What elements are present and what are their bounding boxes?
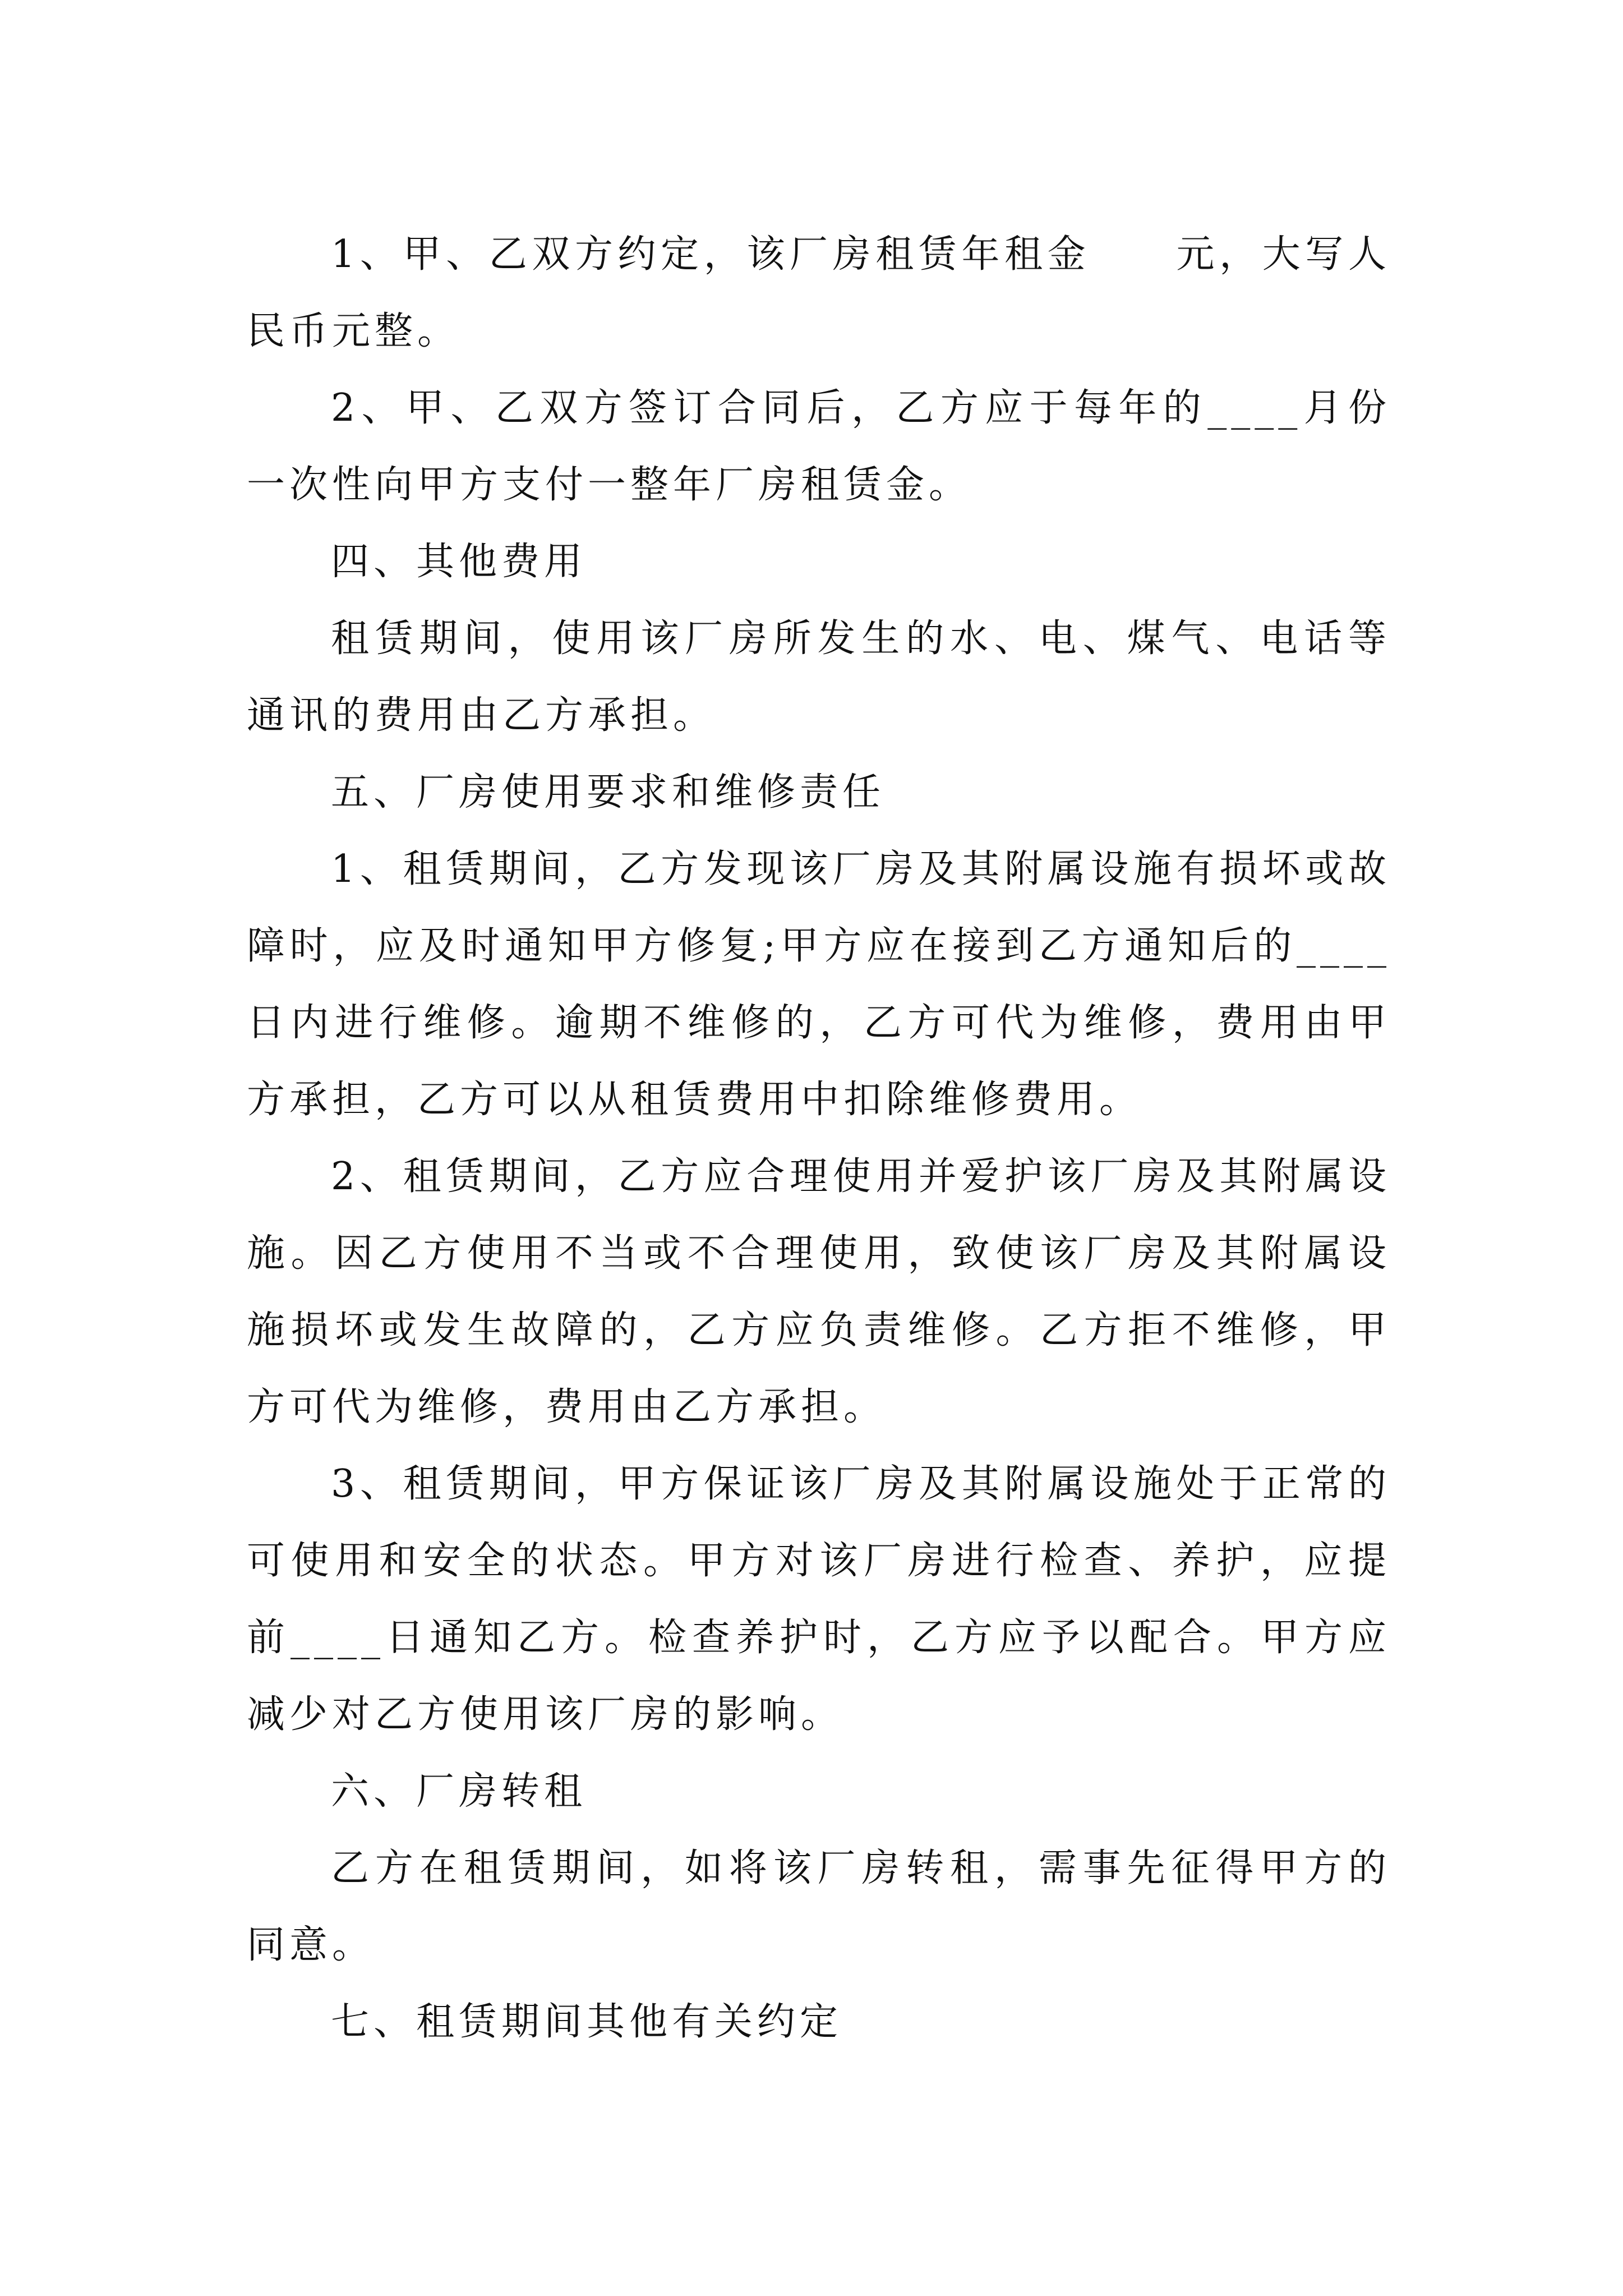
heading-usage-maintenance: 五、厂房使用要求和维修责任 <box>331 770 886 815</box>
paragraph-maintenance-3: 3、租赁期间，甲方保证该厂房及其附属设施处于正常的可使用和安全的状态。甲方对该厂房进行检查、养护，应提前____日通知乙方。检查养护时，乙方应予以配合。甲方应减少对乙方使用该厂房的影响。 <box>247 1462 1391 1737</box>
heading-other-fees: 四、其他费用 <box>331 540 587 584</box>
heading-other-terms: 七、租赁期间其他有关约定 <box>331 2000 843 2044</box>
paragraph-payment-month: 2、甲、乙双方签订合同后，乙方应于每年的____月份一次性向甲方支付一整年厂房租赁金。 <box>247 386 1391 507</box>
paragraph-maintenance-1: 1、租赁期间，乙方发现该厂房及其附属设施有损坏或故障时，应及时通知甲方修复;甲方应在接到乙方通知后的____日内进行维修。逾期不维修的，乙方可代为维修，费用由甲方承担，乙方可以从租赁费用中扣除维修费用。 <box>247 847 1391 1122</box>
paragraph-sublease: 乙方在租赁期间，如将该厂房转租，需事先征得甲方的同意。 <box>247 1846 1391 1967</box>
document-body <box>247 216 1391 2060</box>
paragraph-rent-amount: 1、甲、乙双方约定，该厂房租赁年租金 元，大写人民币元整。 <box>247 232 1391 353</box>
heading-sublease: 六、厂房转租 <box>331 1769 587 1814</box>
paragraph-maintenance-2: 2、租赁期间，乙方应合理使用并爱护该厂房及其附属设施。因乙方使用不当或不合理使用，致使该厂房及其附属设施损坏或发生故障的，乙方应负责维修。乙方拒不维修，甲方可代为维修，费用由乙方承担。 <box>247 1154 1391 1429</box>
paragraph-utilities: 租赁期间，使用该厂房所发生的水、电、煤气、电话等通讯的费用由乙方承担。 <box>247 616 1391 738</box>
